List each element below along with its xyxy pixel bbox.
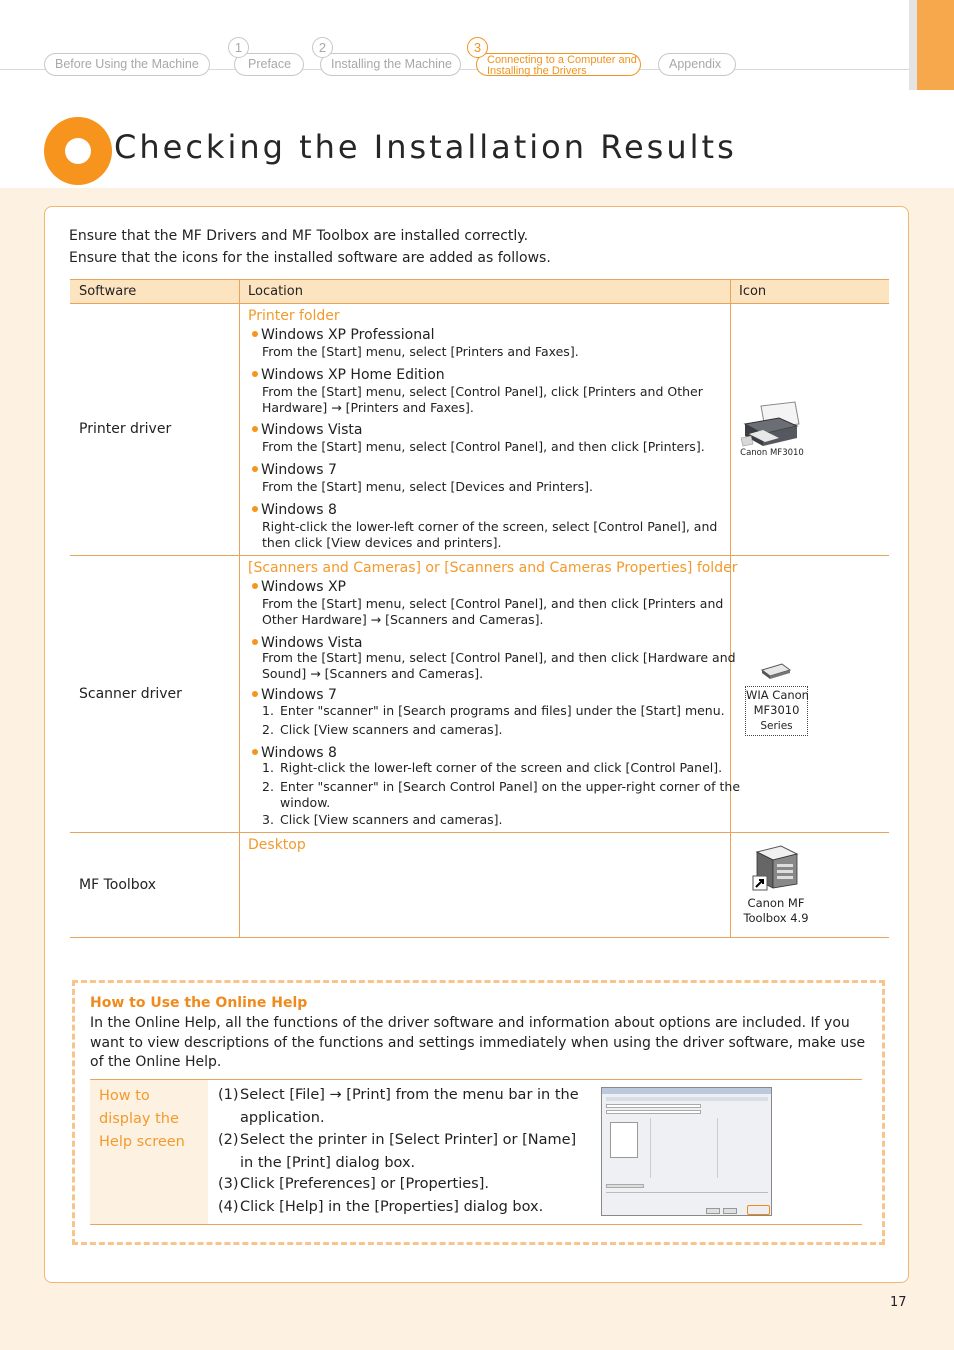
step-item: 2. Enter "scanner" in [Search Control Panel] on the upper-right corner of the window. (262, 779, 741, 810)
os-description: From the [Start] menu, select [Control Panel], and then click [Printers]. (262, 439, 705, 454)
nav-number-1: 1 (228, 37, 249, 58)
software-printer-driver: Printer driver (79, 421, 172, 437)
printer-icon-label: Canon MF3010 (740, 448, 804, 458)
os-item: Windows 7 (252, 687, 337, 703)
location-desktop: Desktop (248, 837, 306, 853)
os-item: Windows XP Home Edition (252, 367, 445, 383)
nav-tab-appendix[interactable]: Appendix (658, 53, 736, 76)
chapter-side-tab-edge (909, 0, 917, 90)
os-item: Windows Vista (252, 422, 362, 438)
os-description: From the [Start] menu, select [Printers and Faxes]. (262, 344, 579, 359)
os-item: Windows XP Professional (252, 327, 435, 343)
help-step: (3) Click [Preferences] or [Properties]. (218, 1176, 490, 1192)
table-header (70, 279, 889, 304)
os-item: Windows 7 (252, 462, 337, 478)
os-item: Windows 8 (252, 745, 337, 761)
toolbox-shortcut-icon (751, 844, 801, 894)
intro-line-1: Ensure that the MF Drivers and MF Toolbox are installed correctly. (69, 228, 529, 244)
table-divider-2 (730, 279, 731, 938)
printer-icon (739, 400, 803, 448)
location-printer-folder: Printer folder (248, 308, 340, 324)
os-description: Right-click the lower-left corner of the screen, select [Control Panel], and then click [View devices and printers]. (262, 519, 718, 550)
help-step: (2) Select the printer in [Select Printer] or [Name] in the [Print] dialog box. (218, 1132, 577, 1171)
os-description: From the [Start] menu, select [Devices and Printers]. (262, 479, 594, 494)
step-item: 2. Click [View scanners and cameras]. (262, 722, 503, 737)
page-number: 17 (890, 1295, 907, 1310)
intro-line-2: Ensure that the icons for the installed software are added as follows. (69, 250, 551, 266)
table-row-separator-2 (70, 832, 889, 833)
nav-tab-installing[interactable]: Installing the Machine (320, 53, 461, 76)
header-location: Location (248, 284, 303, 299)
os-description: From the [Start] menu, select [Control Panel], click [Printers and Other Hardware] → [Printers and Faxes]. (262, 384, 703, 415)
os-item: Windows Vista (252, 635, 362, 651)
help-rule-bottom (90, 1224, 862, 1225)
nav-tab-preface[interactable]: Preface (234, 53, 304, 76)
nav-number-3: 3 (467, 37, 488, 58)
header-software: Software (79, 284, 137, 299)
header-icon: Icon (739, 284, 767, 299)
os-item: Windows 8 (252, 502, 337, 518)
nav-number-2: 2 (312, 37, 333, 58)
toolbox-icon-label: Canon MF Toolbox 4.9 (743, 896, 809, 925)
help-description: In the Online Help, all the functions of the driver software and information about options are included. If you want to view descriptions of the functions and settings immediately when using the driver software, make use of the Online Help. (90, 1015, 866, 1070)
scanner-icon-label: WIA Canon MF3010 Series (745, 686, 808, 736)
os-description: From the [Start] menu, select [Control Panel], and then click [Printers and Other Hardware] → [Scanners and Cameras]. (262, 596, 724, 627)
help-step: (4) Click [Help] in the [Properties] dialog box. (218, 1199, 544, 1215)
nav-tab-connecting[interactable]: Connecting to a Computer and Installing the Drivers (476, 53, 641, 76)
location-scanners-folder: [Scanners and Cameras] or [Scanners and Cameras Properties] folder (248, 560, 738, 576)
page-title: Checking the Installation Results (114, 128, 737, 166)
help-step: (1) Select [File] → [Print] from the menu bar in the application. (218, 1087, 579, 1126)
help-title: How to Use the Online Help (90, 995, 308, 1011)
nav-tab-before-using[interactable]: Before Using the Machine (44, 53, 210, 76)
table-row-separator-1 (70, 555, 889, 556)
table-bottom-border (70, 937, 889, 938)
step-item: 1. Enter "scanner" in [Search programs and files] under the [Start] menu. (262, 703, 725, 718)
howto-label: How to display the Help screen (99, 1088, 185, 1150)
software-mf-toolbox: MF Toolbox (79, 877, 157, 893)
os-item: Windows XP (252, 579, 346, 595)
step-item: 3. Click [View scanners and cameras]. (262, 812, 503, 827)
scanner-icon (760, 662, 792, 680)
software-scanner-driver: Scanner driver (79, 686, 182, 702)
printing-preferences-dialog-image (601, 1087, 772, 1216)
title-circle-icon (44, 117, 112, 185)
os-description: From the [Start] menu, select [Control Panel], and then click [Hardware and Sound] → [Scanners and Cameras]. (262, 650, 736, 681)
step-item: 1. Right-click the lower-left corner of the screen and click [Control Panel]. (262, 760, 723, 775)
table-divider-1 (239, 279, 240, 938)
